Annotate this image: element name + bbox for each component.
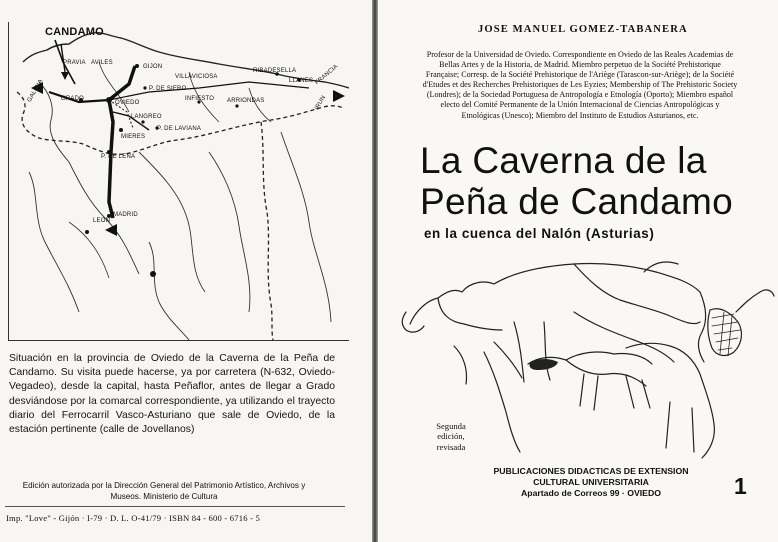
river-11: [69, 222, 109, 278]
art-horse-neck: [438, 298, 502, 330]
road-main: [109, 66, 135, 100]
town-arriondas-dot: [235, 104, 238, 107]
map-label-infiesto: INFIESTO: [185, 96, 215, 102]
authorization-notice: Edición autorizada por la Dirección General del Patrimonio Artístico, Archivos y Museos. Ministerio de Cultura: [22, 481, 306, 501]
art-horse-upper: [410, 263, 700, 324]
arrow-irun: [333, 90, 345, 102]
author-name: JOSE MANUEL GOMEZ-TABANERA: [478, 24, 688, 35]
town-mieres-dot: [119, 128, 123, 132]
imprint-divider: [5, 506, 345, 507]
map-label-villaviciosa: VILLAVICIOSA: [175, 74, 218, 80]
river-5: [29, 172, 79, 312]
town-south-dot: [85, 230, 89, 234]
book-title: [420, 140, 750, 222]
river-10: [249, 88, 271, 122]
map-label-galicia: GALICIA: [26, 78, 45, 104]
arrow-madrid: [105, 224, 117, 236]
map-label-mieres: MIERES: [121, 134, 146, 140]
map-label-ribadesella: RIBADESELLA: [253, 68, 297, 74]
map-label-arriondas: ARRIONDAS: [227, 98, 265, 104]
edition-line-1: Segunda: [436, 421, 466, 431]
town-langreo-dot: [141, 120, 144, 123]
map-label-langreo: LANGREO: [131, 114, 162, 120]
river-4: [209, 152, 250, 312]
river-3: [139, 152, 205, 292]
art-scratch-3: [454, 346, 467, 384]
map-drawing: [9, 22, 349, 340]
east-border: [261, 122, 273, 340]
map-label-grado: GRADO: [61, 96, 85, 102]
edition-line-3: revisada: [436, 441, 466, 452]
map-label-llanes: LLANES: [289, 78, 314, 84]
map-label-candamo: CANDAMO: [45, 26, 104, 38]
edition-note: [426, 421, 476, 452]
art-scratch-2: [494, 342, 522, 378]
location-map: [8, 22, 349, 341]
map-label-gijon: GIJON: [143, 64, 163, 70]
map-label-madrid: MADRID: [113, 212, 138, 218]
river-6: [149, 242, 189, 340]
art-bison: [626, 343, 714, 458]
art-small-horse-legs: [580, 374, 650, 410]
map-label-pravia: PRAVIA: [63, 60, 86, 66]
art-bison-legs: [666, 402, 694, 452]
author-credentials: Profesor de la Universidad de Oviedo. Correspondiente en Oviedo de las Reales Academias de Bellas Artes y de la Historia, de Madrid. Miembro perpetuo de la Société Prehistorique Française; Corresp. de la Société Prehistorique de l'Ariège (Tarascon-sur-Ariège); de la Société d'Etudes et des Recherches Prehistoriques de Les Eyzies; Membership of The Prehistoric Society (Londres); de la Sociedad Portuguesa de Antropología e Etnología (Oporto); Miembro español electo del Comité Permanente de la Unión Internacional de Ciencias Antropológicas y Etnológicas (Unesco); Miembro del Instituto de Estudios Asturianos, etc.: [422, 50, 738, 120]
map-label-p-de-laviana: P. DE LAVIANA: [157, 126, 202, 132]
map-label-p-de-siero: P. DE SIERO: [149, 86, 187, 92]
river-7: [281, 132, 331, 322]
art-antler: [736, 290, 774, 312]
right-page: [378, 0, 778, 542]
publisher-line-2: CULTURAL UNIVERSITARIA: [533, 477, 649, 487]
art-horse-back: [574, 264, 700, 324]
publisher-line-3: Apartado de Correos 99 · OVIEDO: [521, 488, 661, 498]
town-gijon-dot: [135, 64, 139, 68]
edition-line-2: edición,: [437, 431, 465, 442]
art-horse-belly: [574, 312, 674, 362]
town-oviedo-dot: [106, 97, 112, 103]
publisher-line-1: PUBLICACIONES DIDACTICAS DE EXTENSION: [493, 466, 689, 476]
left-page: [0, 0, 372, 542]
map-label-oviedo: OVIEDO: [115, 100, 140, 106]
art-horse-head: [402, 312, 424, 332]
volume-number: 1: [734, 473, 747, 499]
arrow-candamo-head: [61, 72, 69, 80]
town-extra-dot: [150, 271, 156, 277]
map-label-irun: IRUN: [314, 94, 328, 112]
imprint-line: Imp. "Love" - Gijón · I-79 · D. L. O-41/79 · ISBN 84 - 600 - 6716 - 5: [6, 513, 261, 523]
map-label-aviles: AVILES: [91, 60, 113, 66]
publisher-block: [473, 466, 709, 499]
title-line-1: La Caverna de la: [420, 140, 707, 181]
map-caption: Situación en la provincia de Oviedo de la Caverna de la Peña de Candamo. Su visita puede hacerse, ya por carretera (N-632, Oviedo-Vegadeo), desde la capital, hasta Peñaflor, antes de llegar a Grado desviándose por la comarcal correspondiente, ya utilizando el trayecto diario del Ferrocarril Vasco-Asturiano que sale de Oviedo, de la estación pertinente (calle de Jovellanos): [9, 353, 335, 436]
map-label-francia: FRANCIA: [314, 63, 340, 87]
title-line-2: Peña de Candamo: [420, 181, 734, 222]
map-label-p-de-lena: P. DE LENA: [101, 154, 136, 160]
map-label-leon: LEON: [93, 218, 111, 224]
art-horse-tail: [698, 292, 705, 362]
book-subtitle: en la cuenca del Nalón (Asturias): [424, 226, 655, 241]
art-small-horse-body: [566, 360, 646, 386]
town-siero-dot: [143, 86, 146, 89]
